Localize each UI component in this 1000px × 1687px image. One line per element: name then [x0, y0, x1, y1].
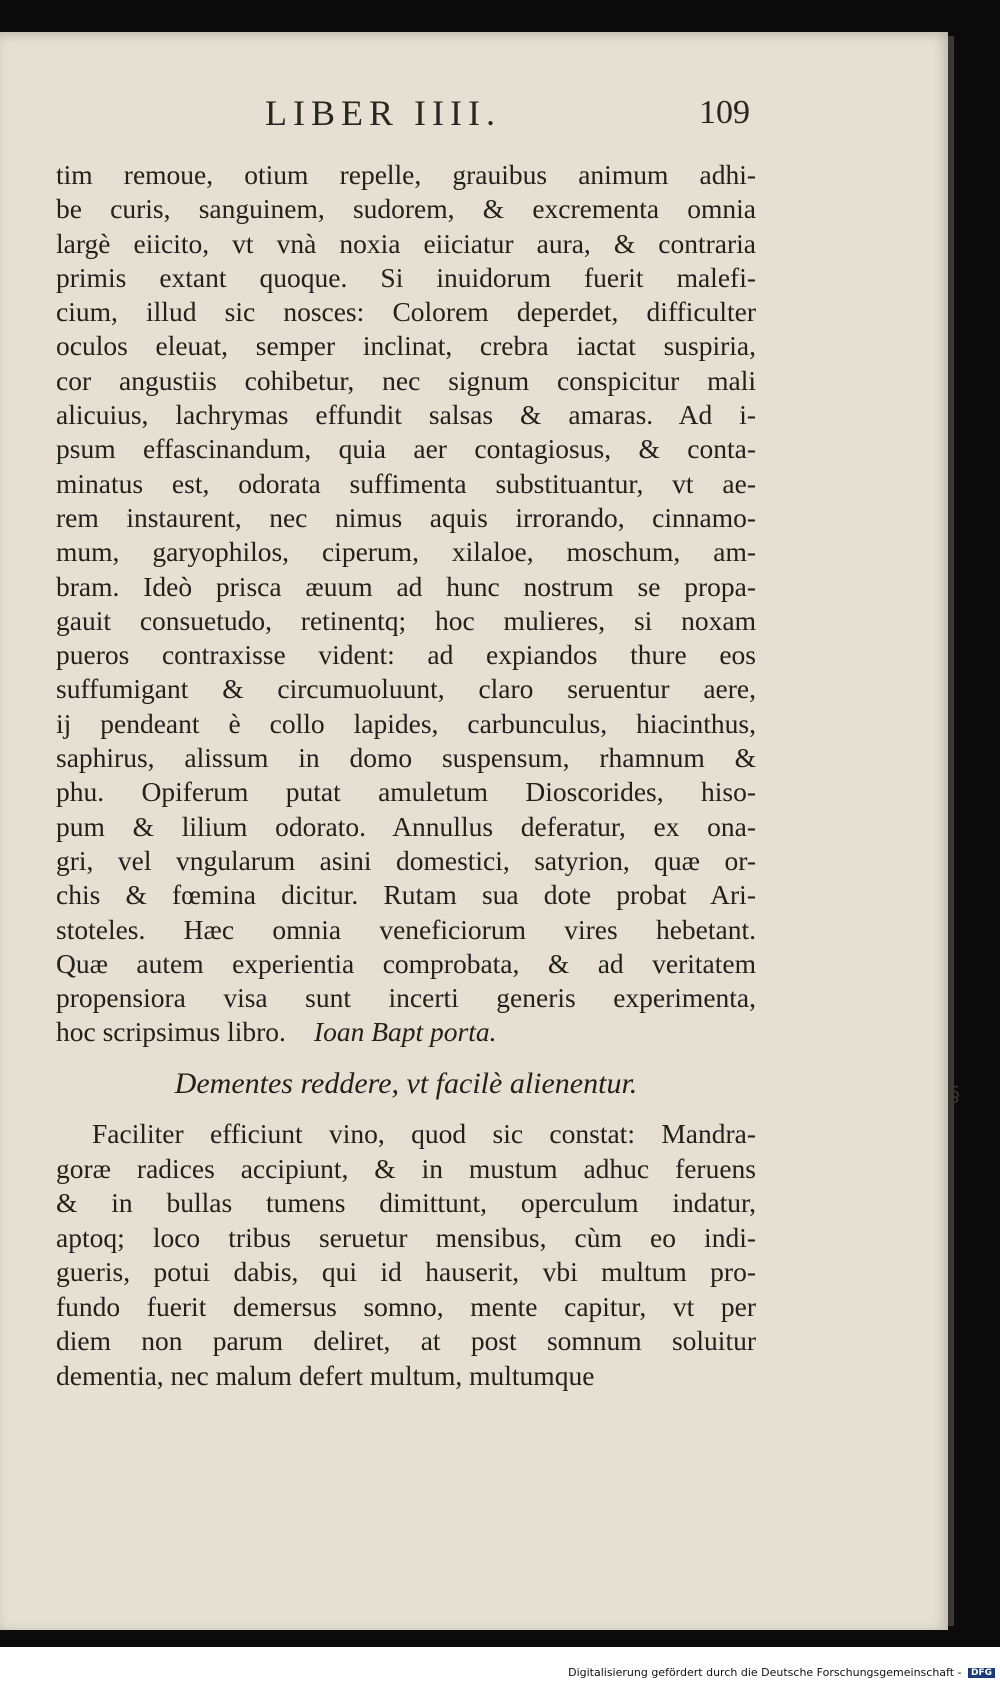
text-line-content: gauit consuetudo, retinentq; hoc mulieres, si noxam	[56, 604, 756, 636]
text-line-content: mum, garyophilos, ciperum, xilaloe, moschum, am-	[56, 536, 756, 568]
text-line	[56, 981, 756, 1015]
text-line-content: largè eiicito, vt vnà noxia eiiciatur aura, & contraria	[56, 227, 756, 259]
text-line	[56, 1117, 756, 1152]
text-line-content: cor angustiis cohibetur, nec signum conspicitur mali	[56, 364, 756, 396]
text-line	[56, 913, 756, 947]
text-line	[56, 432, 756, 466]
text-line	[56, 364, 756, 398]
text-line-content: psum effascinandum, quia aer contagiosus, & conta-	[56, 433, 756, 465]
text-line-content: gri, vel vngularum asini domestici, satyrion, quæ or-	[56, 844, 756, 876]
digitization-footer	[0, 1666, 995, 1679]
text-line-content: alicuius, lachrymas effundit salsas & amaras. Ad i-	[56, 399, 756, 431]
author-signature: Ioan Bapt porta.	[313, 1016, 497, 1048]
text-line	[56, 329, 756, 363]
text-line-content: cium, illud sic nosces: Colorem deperdet, difficulter	[56, 296, 756, 328]
text-line-content: bram. Ideò prisca æuum ad hunc nostrum se propa-	[56, 570, 756, 602]
text-line-content: fundo fuerit demersus somno, mente capitur, vt per	[56, 1290, 756, 1322]
text-line-content: be curis, sanguinem, sudorem, & excrementa omnia	[56, 193, 756, 225]
section-title: Dementes reddere, vt facilè alienentur.	[174, 1067, 638, 1100]
text-line-content: tim remoue, otium repelle, grauibus animum adhi-	[56, 159, 756, 190]
text-line-content: chis & fœmina dicitur. Rutam sua dote probat Ari-	[56, 879, 756, 911]
text-line	[56, 1186, 756, 1221]
paragraph-2	[56, 1117, 756, 1393]
text-line	[56, 1290, 756, 1325]
text-line	[56, 570, 756, 604]
text-line-content: hoc scripsimus libro.	[56, 1016, 286, 1048]
text-line-content: pueros contraxisse vident: ad expiandos thure eos	[56, 639, 756, 671]
text-line-content: suffumigant & circumuoluunt, claro seruentur aere,	[56, 673, 756, 705]
text-line	[56, 1015, 756, 1049]
text-line	[56, 467, 756, 501]
margin-mark: §	[950, 1082, 960, 1106]
text-line-content: oculos eleuat, semper inclinat, crebra iactat suspiria,	[56, 330, 756, 362]
text-line	[56, 227, 756, 261]
text-line	[56, 535, 756, 569]
dfg-logo: DFG	[968, 1668, 995, 1678]
text-line-content: saphirus, alissum in domo suspensum, rhamnum &	[56, 742, 756, 774]
text-line	[56, 1152, 756, 1187]
running-head	[60, 92, 750, 152]
text-line-content: & in bullas tumens dimittunt, operculum indatur,	[56, 1187, 756, 1218]
text-line	[56, 878, 756, 912]
text-line	[56, 741, 756, 775]
text-line-content: aptoq; loco tribus seruetur mensibus, cùm eo indi-	[56, 1221, 756, 1253]
text-line	[56, 1221, 756, 1256]
text-line	[56, 1255, 756, 1290]
page-edge	[948, 36, 954, 1626]
text-line	[56, 810, 756, 844]
page-number: 109	[699, 94, 750, 131]
text-line	[56, 158, 756, 192]
text-line-content: goræ radices accipiunt, & in mustum adhuc feruens	[56, 1152, 756, 1184]
text-line	[56, 261, 756, 295]
text-line	[56, 295, 756, 329]
text-line-content: diem non parum deliret, at post somnum soluitur	[56, 1325, 756, 1356]
text-line	[56, 1324, 756, 1359]
text-line-content: ij pendeant è collo lapides, carbunculus, hiacinthus,	[56, 707, 756, 739]
text-line-content: Faciliter efficiunt vino, quod sic constat: Mandra-	[92, 1118, 756, 1149]
text-line-content: primis extant quoque. Si inuidorum fuerit malefi-	[56, 261, 756, 293]
text-line	[56, 604, 756, 638]
text-line	[56, 1359, 756, 1394]
text-line	[56, 947, 756, 981]
text-line	[56, 844, 756, 878]
text-line-content: minatus est, odorata suffimenta substituantur, vt ae-	[56, 467, 756, 499]
text-line-content: pum & lilium odorato. Annullus deferatur, ex ona-	[56, 810, 756, 842]
text-line-content: phu. Opiferum putat amuletum Dioscorides, hiso-	[56, 776, 756, 808]
text-line	[56, 398, 756, 432]
text-line	[56, 501, 756, 535]
text-line-content: rem instaurent, nec nimus aquis irrorando, cinnamo-	[56, 501, 756, 533]
footer-text: Digitalisierung gefördert durch die Deutsche Forschungsgemeinschaft -	[568, 1666, 962, 1679]
text-line-content: Quæ autem experientia comprobata, & ad veritatem	[56, 947, 756, 979]
text-line	[56, 638, 756, 672]
text-line-content: gueris, potui dabis, qui id hauserit, vbi multum pro-	[56, 1256, 756, 1287]
text-line	[56, 672, 756, 706]
text-line-content: stoteles. Hæc omnia veneficiorum vires hebetant.	[56, 913, 756, 945]
text-line	[56, 775, 756, 809]
text-line	[56, 192, 756, 226]
text-line	[56, 707, 756, 741]
running-head-title: LIBER IIII.	[265, 93, 501, 133]
text-line-content: dementia, nec malum defert multum, multumque	[56, 1359, 595, 1391]
paragraph-1	[56, 158, 756, 1050]
text-line-content: propensiora visa sunt incerti generis experimenta,	[56, 982, 756, 1014]
